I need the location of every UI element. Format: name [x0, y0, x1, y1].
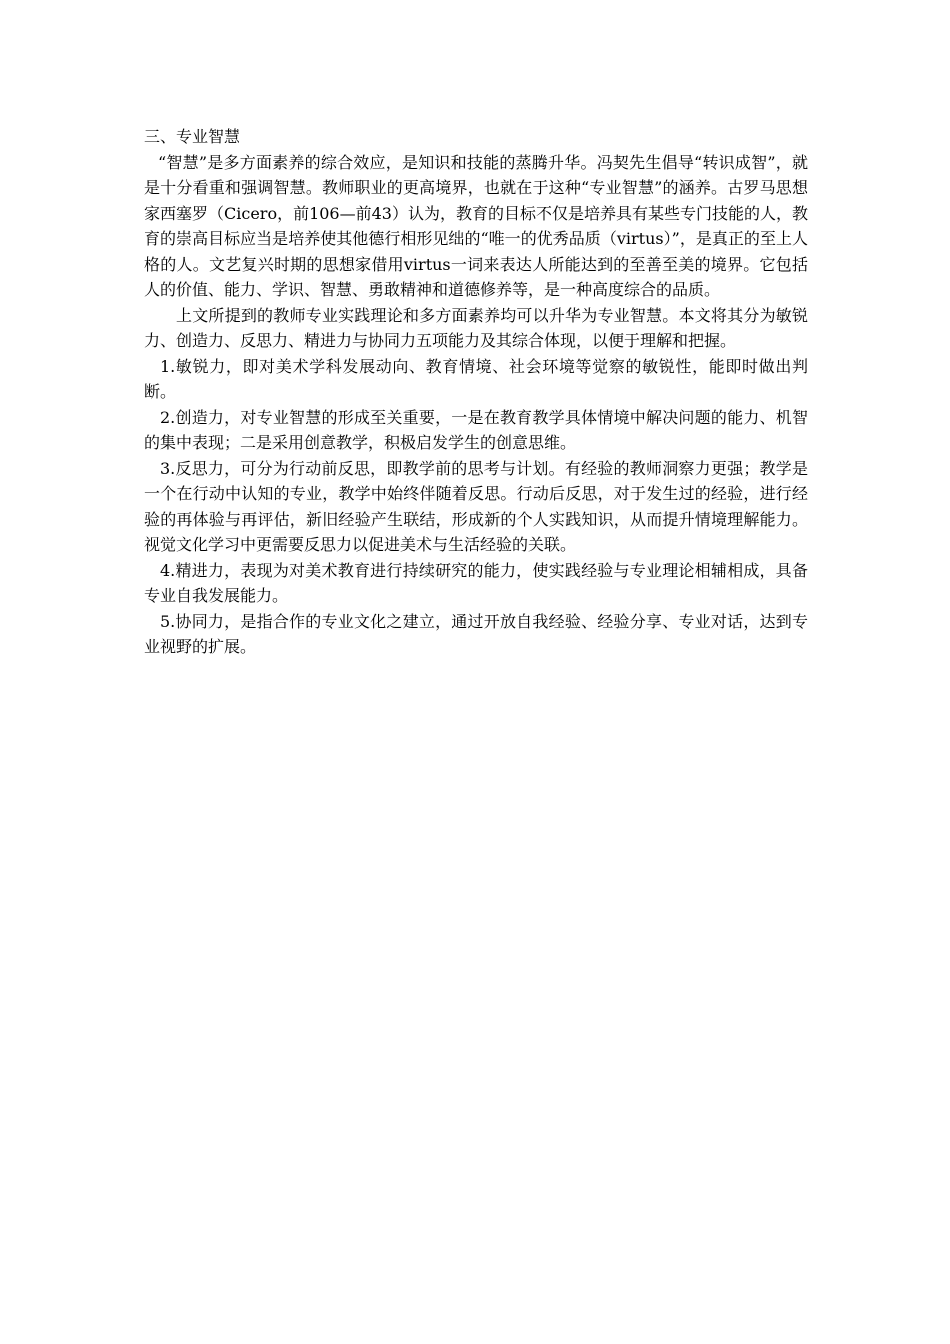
list-item-sensitivity: 1.敏锐力，即对美术学科发展动向、教育情境、社会环境等觉察的敏锐性，能即时做出判断。: [144, 356, 808, 401]
paragraph-wisdom-definition: “智慧”是多方面素养的综合效应，是知识和技能的蒸腾升华。冯契先生倡导“转识成智”，就是十分看重和强调智慧。教师职业的更高境界，也就在于这种“专业智慧”的涵养。古罗马思想家西塞罗（Cicero，前106—前43）认为，教育的目标不仅是培养具有某些专门技能的人，教育的崇高目标应当是培养使其他德行相形见绌的“唯一的优秀品质（virtus）”，是真正的至上人格的人。文艺复兴时期的思想家借用virtus一词来表达人所能达到的至善至美的境界。它包括人的价值、能力、学识、智慧、勇敢精神和道德修养等，是一种高度综合的品质。: [144, 152, 808, 299]
paragraph-five-abilities-intro: 上文所提到的教师专业实践理论和多方面素养均可以升华为专业智慧。本文将其分为敏锐力、创造力、反思力、精进力与协同力五项能力及其综合体现，以便于理解和把握。: [144, 305, 808, 350]
list-item-creativity: 2.创造力，对专业智慧的形成至关重要，一是在教育教学具体情境中解决问题的能力、机智的集中表现；二是采用创意教学，积极启发学生的创意思维。: [144, 407, 808, 452]
section-heading: 三、专业智慧: [144, 127, 241, 146]
list-item-reflection: 3.反思力，可分为行动前反思，即教学前的思考与计划。有经验的教师洞察力更强；教学是一个在行动中认知的专业，教学中始终伴随着反思。行动后反思，对于发生过的经验，进行经验的再体验与再评估，新旧经验产生联结，形成新的个人实践知识，从而提升情境理解能力。视觉文化学习中更需要反思力以促进美术与生活经验的关联。: [144, 458, 808, 554]
list-item-collaboration: 5.协同力，是指合作的专业文化之建立，通过开放自我经验、经验分享、专业对话，达到专业视野的扩展。: [144, 611, 808, 656]
document-page: [144, 124, 808, 660]
list-item-improvement: 4.精进力，表现为对美术教育进行持续研究的能力，使实践经验与专业理论相辅相成，具备专业自我发展能力。: [144, 560, 808, 605]
